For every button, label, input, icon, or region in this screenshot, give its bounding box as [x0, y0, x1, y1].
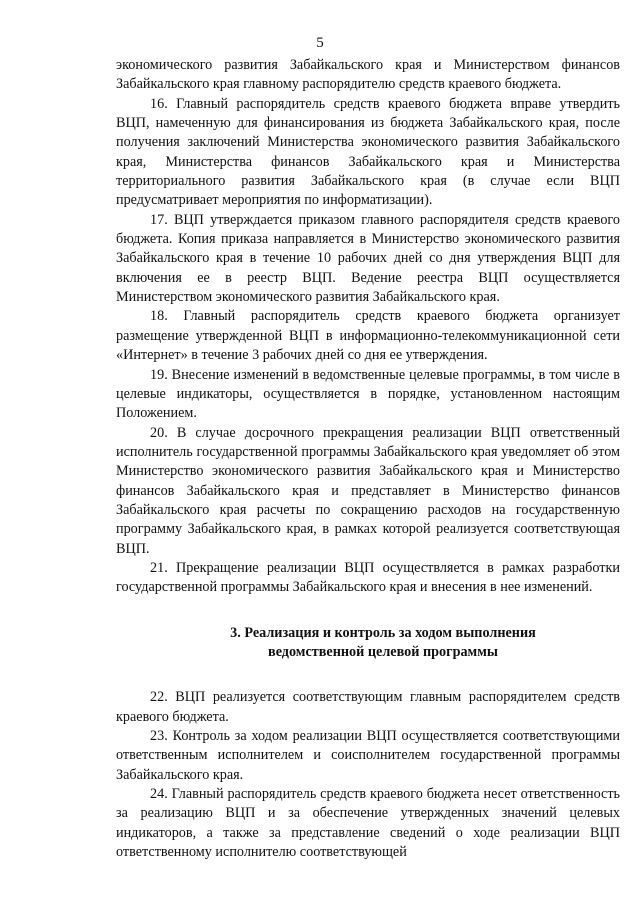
- paragraph-21: 21. Прекращение реализации ВЦП осуществляется в рамках разработки государственной программы Забайкальского края и внесения в нее изменений.: [116, 559, 620, 596]
- section-heading: [116, 624, 620, 663]
- page-number: 5: [316, 35, 324, 51]
- paragraph-18: 18. Главный распорядитель средств краевого бюджета организует размещение утвержденной ВЦП в информационно-телекоммуникационной сети «Интернет» в течение 3 рабочих дней со дня ее утверждения.: [116, 308, 620, 364]
- paragraph-23: 23. Контроль за ходом реализации ВЦП осуществляется соответствующими ответственным исполнителем и соисполнителем государственной программы Забайкальского края.: [116, 728, 620, 783]
- document-body: [116, 56, 620, 862]
- section-heading-line-1: 3. Реализация и контроль за ходом выполнения: [230, 624, 536, 641]
- paragraph-continuation: экономического развития Забайкальского края и Министерством финансов Забайкальского края главному распорядителю средств краевого бюджета.: [116, 57, 620, 93]
- paragraph-19: 19. Внесение изменений в ведомственные целевые программы, в том числе в целевые индикаторы, осуществляется в порядке, установленном настоящим Положением.: [116, 366, 620, 422]
- section-heading-line-2: ведомственной целевой программы: [268, 643, 498, 660]
- paragraph-16: 16. Главный распорядитель средств краевого бюджета вправе утвердить ВЦП, намеченную для финансирования из бюджета Забайкальского края, после получения заключений Министерства экономического развития Забайкальского края, Министерства финансов Забайкальского края и Министерства территориального развития Забайкальского края (в случае если ВЦП предусматривает мероприятия по информатизации).: [116, 95, 620, 209]
- paragraph-24: 24. Главный распорядитель средств краевого бюджета несет ответственность за реализацию ВЦП и за обеспечение утвержденных значений целевых индикаторов, а также за представление сведений о ходе реализации ВЦП ответственному исполнителю соответствующей: [116, 786, 620, 861]
- paragraph-22: 22. ВЦП реализуется соответствующим главным распорядителем средств краевого бюджета.: [116, 689, 620, 725]
- paragraph-20: 20. В случае досрочного прекращения реализации ВЦП ответственный исполнитель государственной программы Забайкальского края уведомляет об этом Министерство экономического развития Забайкальского края и Министерство финансов Забайкальского края и представляет в Министерство финансов Забайкальского края расчеты по сокращению расходов на государственную программу Забайкальского края, в рамках которой реализуется соответствующая ВЦП.: [116, 424, 620, 557]
- paragraphs-before-section: [116, 56, 620, 598]
- paragraphs-after-section: [116, 688, 620, 862]
- paragraph-17: 17. ВЦП утверждается приказом главного распорядителя средств краевого бюджета. Копия приказа направляется в Министерство экономического развития Забайкальского края в течение 10 рабочих дней со дня утверждения ВЦП для включения ее в реестр ВЦП. Ведение реестра ВЦП осуществляется Министерством экономического развития Забайкальского края.: [116, 211, 620, 306]
